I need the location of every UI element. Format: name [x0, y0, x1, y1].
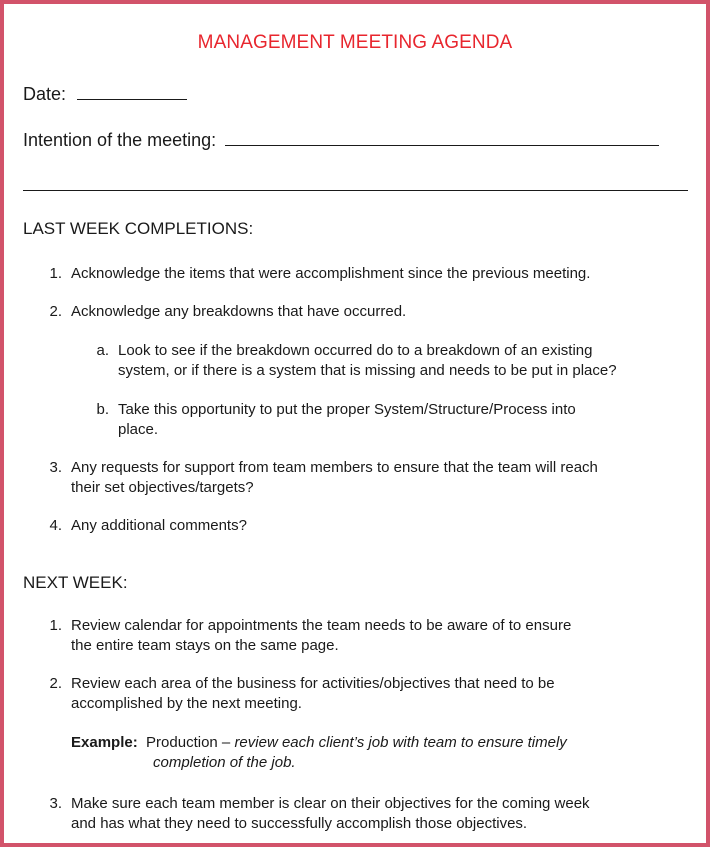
list-item: 2. Acknowledge any breakdowns that have occurred.	[49, 303, 407, 320]
example-label: Example:	[71, 734, 138, 751]
date-label: Date:	[23, 84, 67, 104]
example-italic-2: completion of the job.	[153, 753, 296, 771]
list-item: b. Take this opportunity to put the proper System/Structure/Process into place.	[96, 401, 576, 438]
page-title: MANAGEMENT MEETING AGENDA	[197, 32, 513, 53]
list-item: 2. Review each area of the business for activities/objectives that need to be accomplished by the next meeting.	[49, 675, 555, 712]
date-blank[interactable]	[77, 82, 187, 100]
list-item: 3. Make sure each team member is clear on their objectives for the coming week and has what they need to successfully accomplish those objectives.	[49, 795, 590, 832]
date-field[interactable]	[23, 82, 187, 105]
list-item: 1. Acknowledge the items that were accomplishment since the previous meeting.	[49, 265, 591, 282]
example-block	[71, 733, 567, 772]
intention-label: Intention of the meeting:	[23, 130, 217, 150]
list-item: 3. Any requests for support from team members to ensure that the team will reach their set objectives/targets?	[49, 459, 598, 496]
intention-blank[interactable]	[225, 128, 659, 146]
list-item: a. Look to see if the breakdown occurred do to a breakdown of an existing system, or if there is a system that is missing and needs to be put in place?	[96, 342, 617, 379]
example-plain: Production –	[146, 734, 235, 751]
intention-continuation-line[interactable]	[23, 190, 688, 191]
intention-field[interactable]	[23, 128, 659, 151]
list-item: 4. Any additional comments?	[49, 517, 247, 534]
list-item: 1. Review calendar for appointments the team needs to be aware of to ensure the entire team stays on the same page.	[49, 617, 572, 654]
last-week-heading: LAST WEEK COMPLETIONS:	[23, 219, 254, 238]
example-italic-1: review each client’s job with team to ensure timely	[234, 734, 567, 751]
next-week-heading: NEXT WEEK:	[23, 573, 128, 592]
